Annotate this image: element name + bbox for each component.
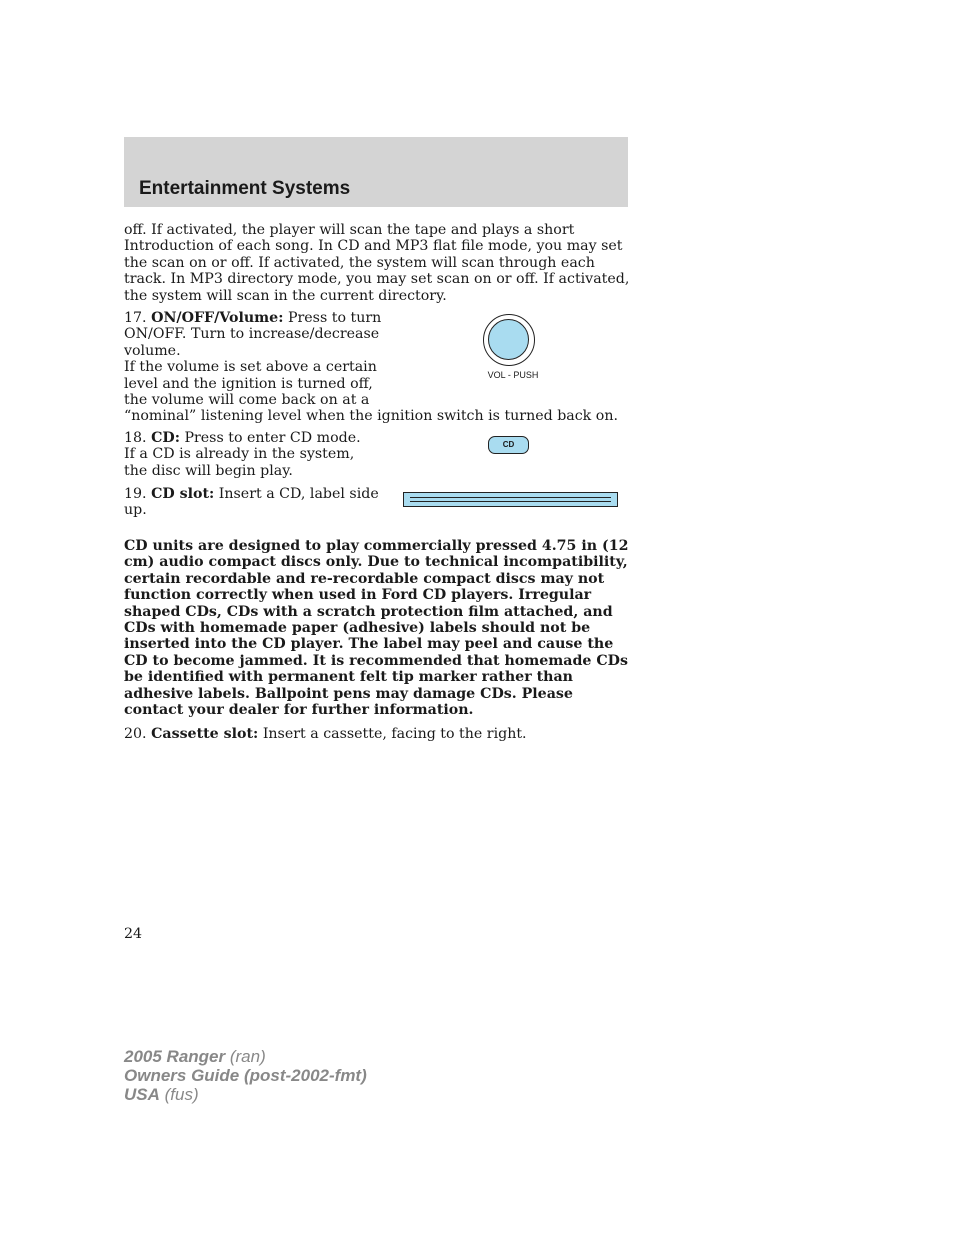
item-label: Cassette slot: xyxy=(151,726,259,742)
item-text: “nominal” listening level when the ignition switch is turned back on. xyxy=(124,408,618,425)
footer-model: 2005 Ranger xyxy=(124,1047,226,1066)
item-number: 19. xyxy=(124,486,147,502)
item-text: Insert a CD, label side up. xyxy=(124,486,379,519)
item-number: 17. xyxy=(124,310,147,326)
section-title: Entertainment Systems xyxy=(139,178,351,199)
cd-button-illustration: CD xyxy=(488,436,529,454)
page-number: 24 xyxy=(124,926,143,942)
cd-slot-opening xyxy=(410,497,611,502)
item-19-cd-slot xyxy=(124,486,380,519)
item-text: ON/OFF. Turn to increase/decrease xyxy=(124,326,380,343)
item-number: 18. xyxy=(124,430,147,446)
footer-market: USA xyxy=(124,1085,160,1104)
volume-knob-label: VOL - PUSH xyxy=(487,370,539,380)
item-text: If the volume is set above a certain xyxy=(124,359,377,376)
volume-knob-center xyxy=(488,319,529,360)
item-number: 20. xyxy=(124,726,147,742)
item-18-cd xyxy=(124,430,374,479)
document-footer xyxy=(124,1047,367,1104)
volume-knob-icon xyxy=(483,314,535,366)
intro-paragraph: off. If activated, the player will scan the tape and plays a short Introduction of each song. In CD and MP3 flat file mode, you may set the scan on or off. If activated, the system will scan through each track. In MP3 directory mode, you may set scan on or off. If activated, the system will scan in the current directory. xyxy=(124,222,630,304)
item-label: ON/OFF/Volume: xyxy=(151,310,284,326)
item-text: volume. xyxy=(124,342,181,359)
cd-warning-paragraph: CD units are designed to play commercially pressed 4.75 in (12 cm) audio compact discs only. Due to technical incompatibility, certain recordable and re-recordable compact discs may not function correctly when used in Ford CD players. Irregular shaped CDs, CDs with a scratch protection film attached, and CDs with homemade paper (adhesive) labels should not be inserted into the CD player. The label may peel and cause the CD to become jammed. It is recommended that homemade CDs be identified with permanent felt tip marker rather than adhesive labels. Ballpoint pens may damage CDs. Please contact your dealer for further information. xyxy=(124,538,629,719)
section-header-band xyxy=(124,137,628,207)
footer-market-code: (fus) xyxy=(164,1085,199,1104)
item-text: the volume will come back on at a xyxy=(124,392,370,409)
item-label: CD: xyxy=(151,430,180,446)
cd-slot-illustration xyxy=(403,492,618,507)
footer-model-code: (ran) xyxy=(229,1047,266,1066)
item-text: Insert a cassette, facing to the right. xyxy=(262,726,527,742)
item-text: Press to enter CD mode. If a CD is already in the system, the disc will begin play. xyxy=(124,430,361,479)
item-label: CD slot: xyxy=(151,486,215,502)
item-text: Press to turn xyxy=(287,310,382,326)
item-20-cassette-slot xyxy=(124,726,624,742)
footer-guide: Owners Guide (post-2002-fmt) xyxy=(124,1066,367,1085)
volume-knob-illustration xyxy=(479,312,543,384)
item-text: level and the ignition is turned off, xyxy=(124,375,373,392)
